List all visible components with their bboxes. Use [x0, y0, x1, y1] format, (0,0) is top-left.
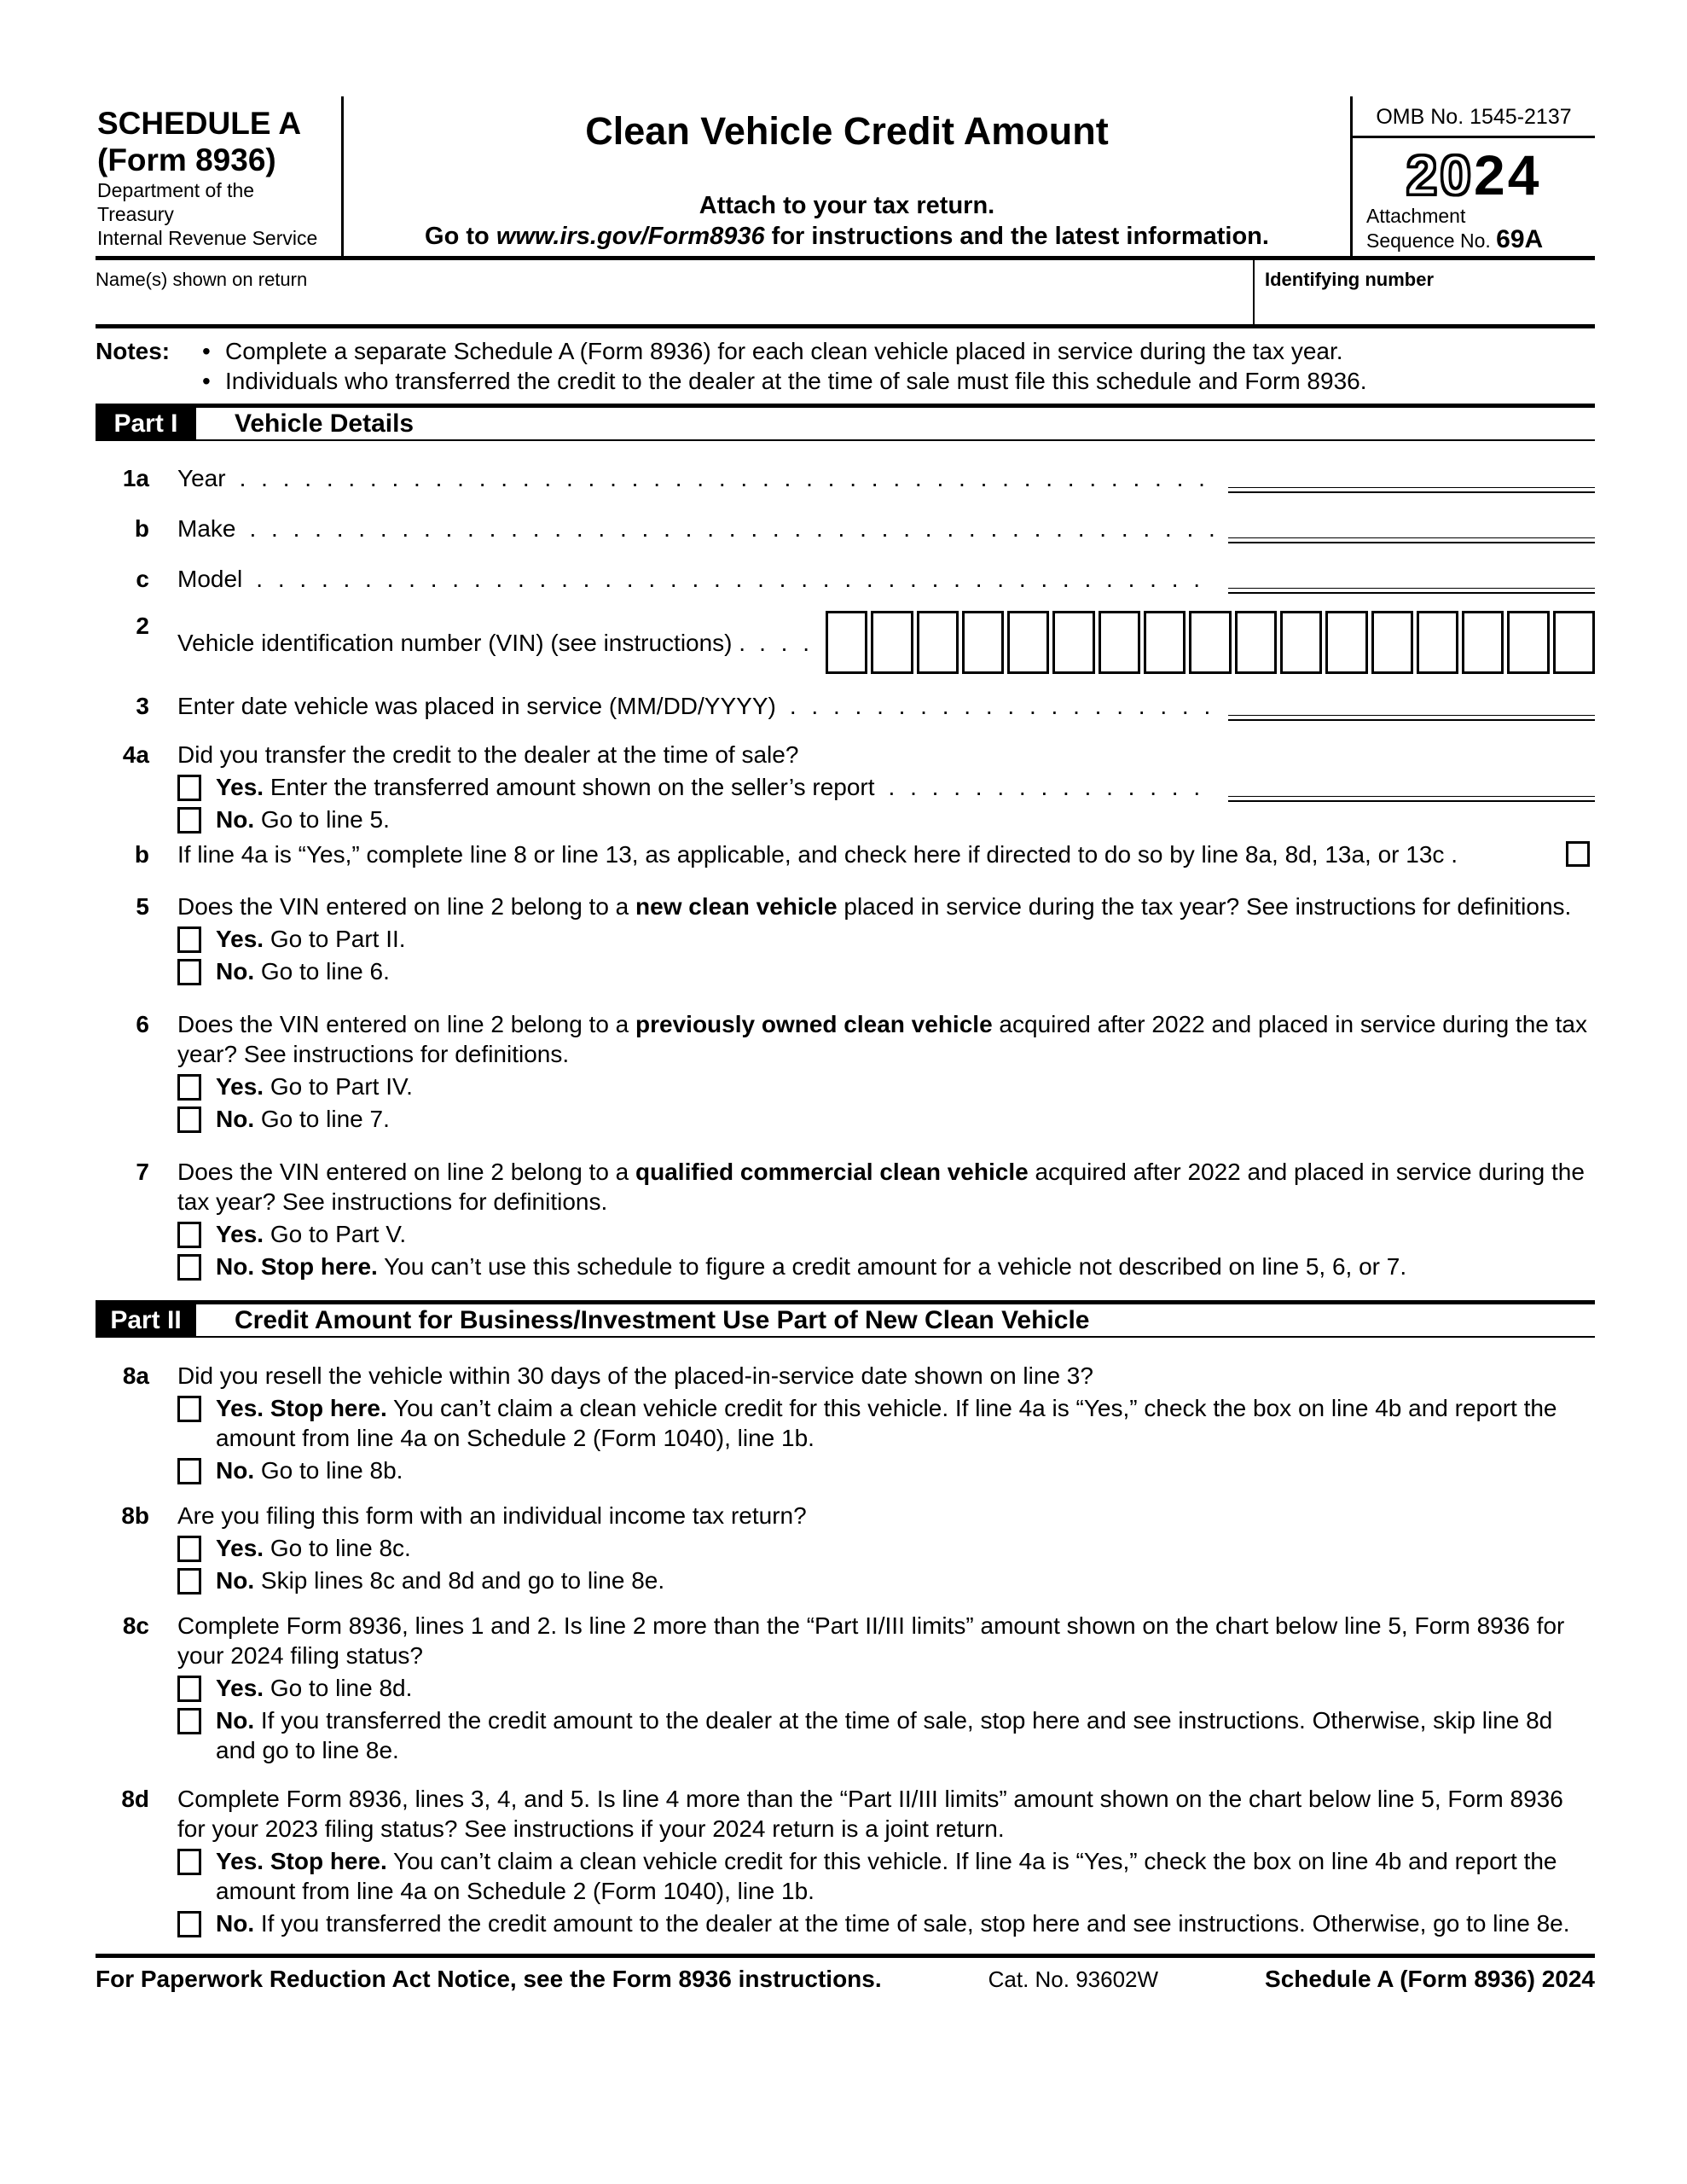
vin-char-box[interactable]: [1507, 611, 1549, 674]
line-4a-no-text: Go to line 5.: [260, 806, 390, 833]
line-4a-yes-text: Enter the transferred amount shown on the seller’s report: [270, 774, 875, 800]
line-8a-no-option: [177, 1455, 1595, 1485]
vin-char-box[interactable]: [826, 611, 867, 674]
line-4b: [96, 839, 1595, 869]
name-identity-row: [96, 260, 1595, 328]
line-4a-yes-checkbox[interactable]: [177, 775, 201, 801]
line-1b: [96, 514, 1595, 543]
no-label: No.: [216, 1567, 255, 1594]
irs-url: www.irs.gov/Form8936: [496, 223, 765, 250]
agency-line-1: Department of the Treasury: [97, 179, 255, 225]
line-1a-label: Year: [177, 465, 226, 491]
line-8d: [96, 1784, 1595, 1938]
line-1c-label: Model: [177, 566, 243, 592]
line-8a: [96, 1361, 1595, 1485]
dotted-leader: [249, 514, 1215, 543]
part1-header-bar: [96, 404, 1595, 441]
line-5: [96, 892, 1595, 986]
line-5-no-checkbox[interactable]: [177, 959, 201, 985]
line-5-yes-option: [177, 924, 1595, 954]
line-8a-question: Did you resell the vehicle within 30 days of the placed-in-service date shown on line 3?: [177, 1362, 1093, 1389]
line-7-no-option: [177, 1252, 1595, 1281]
line-5-yes-text: Go to Part II.: [270, 926, 406, 952]
yes-label: Yes.: [216, 774, 264, 800]
attachment-label: Attachment: [1366, 205, 1466, 227]
line-7-question: [177, 1157, 1595, 1217]
no-label: No.: [216, 1707, 255, 1734]
vin-char-box[interactable]: [1144, 611, 1186, 674]
line-1a-number: 1a: [122, 465, 149, 491]
sequence-label: Sequence No.: [1366, 229, 1497, 252]
line-5-number: 5: [136, 893, 149, 920]
agency-block: [97, 178, 333, 250]
line-1a: [96, 463, 1595, 493]
line-7-question-post: acquired after 2022 and placed in service during the tax year? See instructions for definitions.: [177, 1159, 1585, 1215]
line-2-label: Vehicle identification number (VIN) (see instructions) .: [177, 629, 746, 656]
dotted-leader: [759, 628, 812, 658]
line-7-no-checkbox[interactable]: [177, 1254, 201, 1281]
part2-title: Credit Amount for Business/Investment Use Part of New Clean Vehicle: [235, 1306, 1090, 1334]
line-5-no-option: [177, 956, 1595, 986]
line-3-label: Enter date vehicle was placed in service (MM/DD/YYYY): [177, 693, 776, 719]
line-7-yes-text: Go to Part V.: [270, 1221, 407, 1247]
line-8b-yes-option: [177, 1533, 1595, 1563]
notes-label: Notes:: [96, 338, 171, 364]
attachment-sequence: [1353, 205, 1595, 259]
names-field[interactable]: [96, 260, 1253, 324]
line-1b-entry-line[interactable]: [1228, 514, 1595, 543]
vin-char-box[interactable]: [871, 611, 913, 674]
no-label: No.: [216, 1910, 255, 1937]
line-8a-yes-option: [177, 1393, 1595, 1453]
line-8d-number: 8d: [121, 1786, 149, 1812]
footer-rule: [96, 1954, 1595, 1958]
line-8d-no-option: [177, 1908, 1595, 1938]
identifying-number-field[interactable]: [1253, 260, 1595, 324]
line-7-yes-checkbox[interactable]: [177, 1222, 201, 1248]
line-8c-yes-checkbox[interactable]: [177, 1676, 201, 1702]
line-7: [96, 1157, 1595, 1281]
sequence-number: 69A: [1496, 225, 1544, 253]
line-4b-number: b: [134, 841, 149, 868]
line-4a-no-option: [177, 804, 1595, 834]
line-5-question-bold: new clean vehicle: [635, 893, 838, 920]
vin-char-box[interactable]: [962, 611, 1004, 674]
tax-year-outline-digits: 20: [1406, 143, 1474, 206]
line-8d-yes-checkbox[interactable]: [177, 1849, 201, 1875]
line-8b-question: Are you filing this form with an individual income tax return?: [177, 1502, 807, 1529]
line-5-question: [177, 892, 1595, 921]
yes-label: Yes.: [216, 1073, 264, 1100]
line-5-yes-checkbox[interactable]: [177, 926, 201, 953]
vin-char-box[interactable]: [1553, 611, 1595, 674]
line-1c: [96, 564, 1595, 594]
omb-number: OMB No. 1545-2137: [1353, 96, 1595, 138]
line-8d-no-text: If you transferred the credit amount to the dealer at the time of sale, stop here and see instructions. Otherwise, go to line 8e.: [260, 1910, 1570, 1937]
line-4a-amount-entry-line[interactable]: [1228, 772, 1595, 802]
line-8b: [96, 1501, 1595, 1595]
identifying-number-label: Identifying number: [1265, 269, 1434, 290]
line-7-number: 7: [136, 1159, 149, 1185]
goto-prefix: Go to: [425, 223, 496, 250]
names-field-label: Name(s) shown on return: [96, 269, 308, 290]
yes-stop-label: Yes. Stop here.: [216, 1848, 387, 1874]
yes-label: Yes.: [216, 1221, 264, 1247]
line-1c-number: c: [136, 566, 149, 592]
note-item: [202, 366, 1595, 396]
line-8a-yes-text: You can’t claim a clean vehicle credit for this vehicle. If line 4a is “Yes,” check the box on line 4b and report the amount from line 4a on Schedule 2 (Form 1040), line 1b.: [216, 1395, 1557, 1451]
no-label: No.: [216, 958, 255, 985]
form-header-center: [344, 96, 1350, 256]
line-4a-yes-option: [177, 772, 1595, 802]
vin-char-box[interactable]: [1099, 611, 1140, 674]
line-8a-no-checkbox[interactable]: [177, 1458, 201, 1484]
no-label: No.: [216, 1106, 255, 1132]
note-item: [202, 336, 1595, 366]
vin-char-box[interactable]: [1007, 611, 1049, 674]
part2-header-bar: [96, 1300, 1595, 1338]
line-6-question: [177, 1009, 1595, 1069]
line-4b-checkbox[interactable]: [1566, 841, 1590, 867]
line-5-question-pre: Does the VIN entered on line 2 belong to a: [177, 893, 636, 920]
line-8a-no-text: Go to line 8b.: [260, 1457, 403, 1484]
form-title: Clean Vehicle Credit Amount: [585, 109, 1109, 153]
goto-suffix: for instructions and the latest information.: [764, 223, 1269, 250]
line-8b-no-option: [177, 1565, 1595, 1595]
line-8d-no-checkbox[interactable]: [177, 1911, 201, 1937]
part1-label: Part I: [96, 408, 196, 439]
line-6-yes-option: [177, 1072, 1595, 1101]
dotted-leader: [240, 463, 1215, 493]
line-6-question-bold: previously owned clean vehicle: [635, 1011, 993, 1037]
line-7-yes-option: [177, 1219, 1595, 1249]
line-4a: [96, 740, 1595, 834]
line-2-number: 2: [136, 613, 149, 639]
line-8a-number: 8a: [122, 1362, 149, 1389]
form-footer-id: Schedule A (Form 8936) 2024: [1265, 1966, 1595, 1992]
line-7-no-text: You can’t use this schedule to figure a credit amount for a vehicle not described on line 5, 6, or 7.: [384, 1253, 1407, 1280]
form-header: [96, 96, 1595, 260]
vin-char-box[interactable]: [1371, 611, 1413, 674]
line-7-question-bold: qualified commercial clean vehicle: [635, 1159, 1029, 1185]
line-4b-text: If line 4a is “Yes,” complete line 8 or line 13, as applicable, and check here if directed to do so by line 8a, 8d, 13a, or 13c .: [177, 841, 1458, 868]
line-4a-number: 4a: [122, 741, 149, 768]
line-3: [96, 691, 1595, 721]
tax-year: [1353, 138, 1595, 205]
note-text: Complete a separate Schedule A (Form 8936) for each clean vehicle placed in service during the tax year.: [225, 338, 1343, 364]
line-2: [96, 611, 1595, 674]
notes-items: [202, 336, 1595, 396]
form-number-label: (Form 8936): [97, 142, 276, 177]
line-6-question-pre: Does the VIN entered on line 2 belong to a: [177, 1011, 636, 1037]
line-8b-yes-text: Go to line 8c.: [270, 1535, 411, 1561]
line-8b-no-text: Skip lines 8c and 8d and go to line 8e.: [260, 1567, 665, 1594]
line-6-number: 6: [136, 1011, 149, 1037]
tax-year-bold-digits: 24: [1474, 143, 1542, 206]
line-8d-question: Complete Form 8936, lines 3, 4, and 5. Is line 4 more than the “Part II/III limits” amount shown on the chart below line 5, Form 8936 for your 2023 filing status? See instructions if your 2024 return is a joint return.: [177, 1786, 1563, 1842]
line-5-no-text: Go to line 6.: [260, 958, 390, 985]
yes-label: Yes.: [216, 1535, 264, 1561]
line-8b-number: 8b: [121, 1502, 149, 1529]
line-1c-entry-line[interactable]: [1228, 564, 1595, 594]
line-8a-yes-checkbox[interactable]: [177, 1396, 201, 1422]
form-header-right: [1350, 96, 1595, 256]
line-6-yes-text: Go to Part IV.: [270, 1073, 413, 1100]
goto-instruction: [344, 221, 1350, 252]
line-8c: [96, 1611, 1595, 1765]
dotted-leader: [256, 564, 1215, 594]
line-8c-number: 8c: [122, 1612, 149, 1639]
yes-label: Yes.: [216, 1675, 264, 1701]
line-8d-yes-text: You can’t claim a clean vehicle credit for this vehicle. If line 4a is “Yes,” check the box on line 4b and report the amount from line 4a on Schedule 2 (Form 1040), line 1b.: [216, 1848, 1557, 1904]
vin-char-box[interactable]: [1325, 611, 1367, 674]
vin-char-box[interactable]: [1462, 611, 1504, 674]
line-5-question-post: placed in service during the tax year? See instructions for definitions.: [837, 893, 1572, 920]
line-6: [96, 1009, 1595, 1134]
line-8c-yes-text: Go to line 8d.: [270, 1675, 413, 1701]
line-4a-question: Did you transfer the credit to the dealer at the time of sale?: [177, 741, 799, 768]
bullet-icon: •: [202, 338, 211, 364]
line-8d-yes-option: [177, 1846, 1595, 1906]
vin-boxes: [826, 611, 1595, 674]
vin-char-box[interactable]: [1189, 611, 1231, 674]
line-3-number: 3: [136, 693, 149, 719]
line-3-entry-line[interactable]: [1228, 691, 1595, 721]
notes-section: [96, 336, 1595, 396]
paperwork-notice: For Paperwork Reduction Act Notice, see the Form 8936 instructions.: [96, 1966, 882, 1992]
dotted-leader: [889, 772, 1215, 802]
yes-label: Yes.: [216, 926, 264, 952]
attach-instruction: Attach to your tax return.: [699, 192, 995, 219]
catalog-number: Cat. No. 93602W: [988, 1966, 1159, 1992]
line-8c-question: Complete Form 8936, lines 1 and 2. Is line 2 more than the “Part II/III limits” amount shown on the chart below line 5, Form 8936 for your 2024 filing status?: [177, 1612, 1565, 1669]
line-6-question-post: acquired after 2022 and placed in service during the tax year? See instructions for definitions.: [177, 1011, 1587, 1067]
line-8c-no-text: If you transferred the credit amount to the dealer at the time of sale, stop here and see instructions. Otherwise, skip line 8d and go to line 8e.: [216, 1707, 1553, 1763]
part1-title: Vehicle Details: [235, 410, 415, 438]
footer: [96, 1964, 1595, 1995]
line-8b-yes-checkbox[interactable]: [177, 1536, 201, 1562]
line-4a-no-checkbox[interactable]: [177, 807, 201, 834]
yes-stop-label: Yes. Stop here.: [216, 1395, 387, 1421]
line-6-no-text: Go to line 7.: [260, 1106, 390, 1132]
vin-char-box[interactable]: [1052, 611, 1094, 674]
line-8c-yes-option: [177, 1673, 1595, 1703]
line-8c-no-checkbox[interactable]: [177, 1708, 201, 1734]
no-label: No.: [216, 1457, 255, 1484]
agency-line-2: Internal Revenue Service: [97, 227, 318, 249]
note-text: Individuals who transferred the credit to the dealer at the time of sale must file this schedule and Form 8936.: [225, 368, 1367, 394]
line-6-no-option: [177, 1104, 1595, 1134]
bullet-icon: •: [202, 368, 211, 394]
no-stop-label: No. Stop here.: [216, 1253, 378, 1280]
part2-label: Part II: [96, 1304, 196, 1336]
line-8b-no-checkbox[interactable]: [177, 1568, 201, 1594]
line-1b-number: b: [134, 515, 149, 542]
line-6-no-checkbox[interactable]: [177, 1107, 201, 1133]
form-header-left: [96, 96, 344, 256]
vin-char-box[interactable]: [1235, 611, 1277, 674]
line-1a-entry-line[interactable]: [1228, 463, 1595, 493]
line-7-question-pre: Does the VIN entered on line 2 belong to a: [177, 1159, 636, 1185]
line-6-yes-checkbox[interactable]: [177, 1074, 201, 1101]
no-label: No.: [216, 806, 255, 833]
line-1b-label: Make: [177, 515, 236, 542]
vin-char-box[interactable]: [917, 611, 959, 674]
schedule-label: SCHEDULE A: [97, 106, 302, 141]
line-8c-no-option: [177, 1705, 1595, 1765]
vin-char-box[interactable]: [1417, 611, 1458, 674]
vin-char-box[interactable]: [1280, 611, 1322, 674]
dotted-leader: [790, 691, 1215, 721]
